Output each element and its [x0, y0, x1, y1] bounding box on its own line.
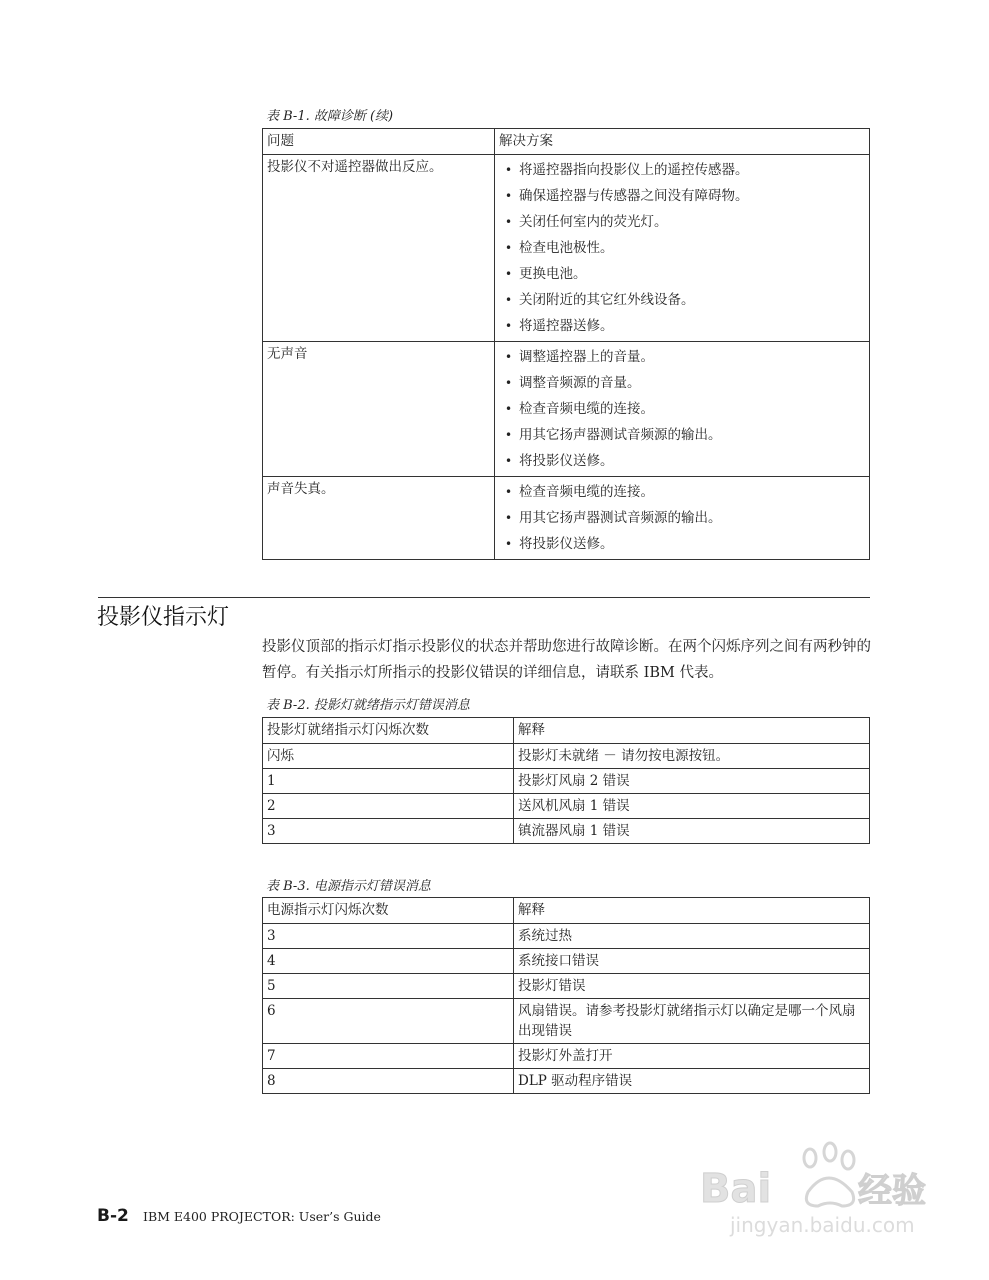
blink-count-cell: 6 [263, 999, 514, 1044]
table-row [263, 949, 870, 974]
explanation-cell: 镇流器风扇 1 错误 [514, 819, 870, 844]
table-row [263, 999, 870, 1044]
explanation-cell: 送风机风扇 1 错误 [514, 794, 870, 819]
list-item: • 关闭任何室内的荧光灯。 [503, 209, 865, 235]
solution-list [499, 479, 865, 557]
section-title: 投影仪指示灯 [97, 605, 230, 630]
svg-text:jingyan.baidu.com: jingyan.baidu.com [730, 1213, 915, 1237]
explanation-cell: 系统接口错误 [514, 949, 870, 974]
table-row [263, 477, 870, 560]
table-b3-caption: 表 B-3. 电源指示灯错误消息 [266, 879, 431, 894]
list-item: • 用其它扬声器测试音频源的输出。 [503, 422, 865, 448]
table-b1-caption: 表 B-1. 故障诊断 (续) [266, 109, 394, 124]
blink-count-cell: 3 [263, 924, 514, 949]
troubleshooting-table [262, 128, 870, 560]
header-explanation: 解释 [514, 898, 870, 924]
table-header-row [263, 718, 870, 744]
explanation-cell: 投影灯风扇 2 错误 [514, 769, 870, 794]
blink-count-cell: 8 [263, 1069, 514, 1094]
explanation-cell: DLP 驱动程序错误 [514, 1069, 870, 1094]
explanation-cell: 风扇错误。请参考投影灯就绪指示灯以确定是哪一个风扇出现错误 [514, 999, 870, 1044]
explanation-cell: 系统过热 [514, 924, 870, 949]
solution-list [499, 157, 865, 339]
problem-cell: 无声音 [263, 342, 495, 477]
table-header-row [263, 129, 870, 155]
document-title: IBM E400 PROJECTOR: User’s Guide [143, 1209, 381, 1224]
list-item: • 将遥控器指向投影仪上的遥控传感器。 [503, 157, 865, 183]
svg-text:经验: 经验 [858, 1171, 926, 1211]
list-item: • 调整遥控器上的音量。 [503, 344, 865, 370]
power-light-error-table [262, 897, 870, 1094]
solution-cell [495, 342, 870, 477]
table-row [263, 1069, 870, 1094]
list-item: • 检查音频电缆的连接。 [503, 479, 865, 505]
section-intro: 投影仪顶部的指示灯指示投影仪的状态并帮助您进行故障诊断。在两个闪烁序列之间有两秒钟的暂停。有关指示灯所指示的投影仪错误的详细信息，请联系 IBM 代表。 [262, 639, 871, 681]
list-item: • 用其它扬声器测试音频源的输出。 [503, 505, 865, 531]
header-blink-count: 投影灯就绪指示灯闪烁次数 [263, 718, 514, 744]
baidu-jingyan-watermark-icon [690, 1140, 940, 1240]
blink-count-cell: 5 [263, 974, 514, 999]
blink-count-cell: 2 [263, 794, 514, 819]
svg-text:Bai: Bai [700, 1166, 772, 1212]
solution-cell [495, 155, 870, 342]
section-divider [98, 597, 870, 598]
header-solution: 解决方案 [495, 129, 870, 155]
table-row [263, 342, 870, 477]
table-row [263, 155, 870, 342]
list-item: • 关闭附近的其它红外线设备。 [503, 287, 865, 313]
explanation-cell: 投影灯外盖打开 [514, 1044, 870, 1069]
header-blink-count: 电源指示灯闪烁次数 [263, 898, 514, 924]
blink-count-cell: 7 [263, 1044, 514, 1069]
table-row [263, 974, 870, 999]
blink-count-cell: 1 [263, 769, 514, 794]
list-item: • 将投影仪送修。 [503, 448, 865, 474]
list-item: • 调整音频源的音量。 [503, 370, 865, 396]
table-row [263, 744, 870, 769]
table-row [263, 769, 870, 794]
header-explanation: 解释 [514, 718, 870, 744]
list-item: • 检查电池极性。 [503, 235, 865, 261]
list-item: • 更换电池。 [503, 261, 865, 287]
list-item: • 检查音频电缆的连接。 [503, 396, 865, 422]
list-item: • 确保遥控器与传感器之间没有障碍物。 [503, 183, 865, 209]
lamp-ready-error-table [262, 717, 870, 844]
table-row [263, 794, 870, 819]
table-b2-caption: 表 B-2. 投影灯就绪指示灯错误消息 [266, 698, 470, 713]
table-header-row [263, 898, 870, 924]
header-problem: 问题 [263, 129, 495, 155]
blink-count-cell: 闪烁 [263, 744, 514, 769]
list-item: • 将投影仪送修。 [503, 531, 865, 557]
solution-list [499, 344, 865, 474]
explanation-cell: 投影灯错误 [514, 974, 870, 999]
table-row [263, 924, 870, 949]
table-row [263, 819, 870, 844]
list-item: • 将遥控器送修。 [503, 313, 865, 339]
problem-cell: 声音失真。 [263, 477, 495, 560]
blink-count-cell: 4 [263, 949, 514, 974]
page-number: B-2 [97, 1206, 129, 1226]
problem-cell: 投影仪不对遥控器做出反应。 [263, 155, 495, 342]
explanation-cell: 投影灯未就绪 － 请勿按电源按钮。 [514, 744, 870, 769]
solution-cell [495, 477, 870, 560]
blink-count-cell: 3 [263, 819, 514, 844]
table-row [263, 1044, 870, 1069]
